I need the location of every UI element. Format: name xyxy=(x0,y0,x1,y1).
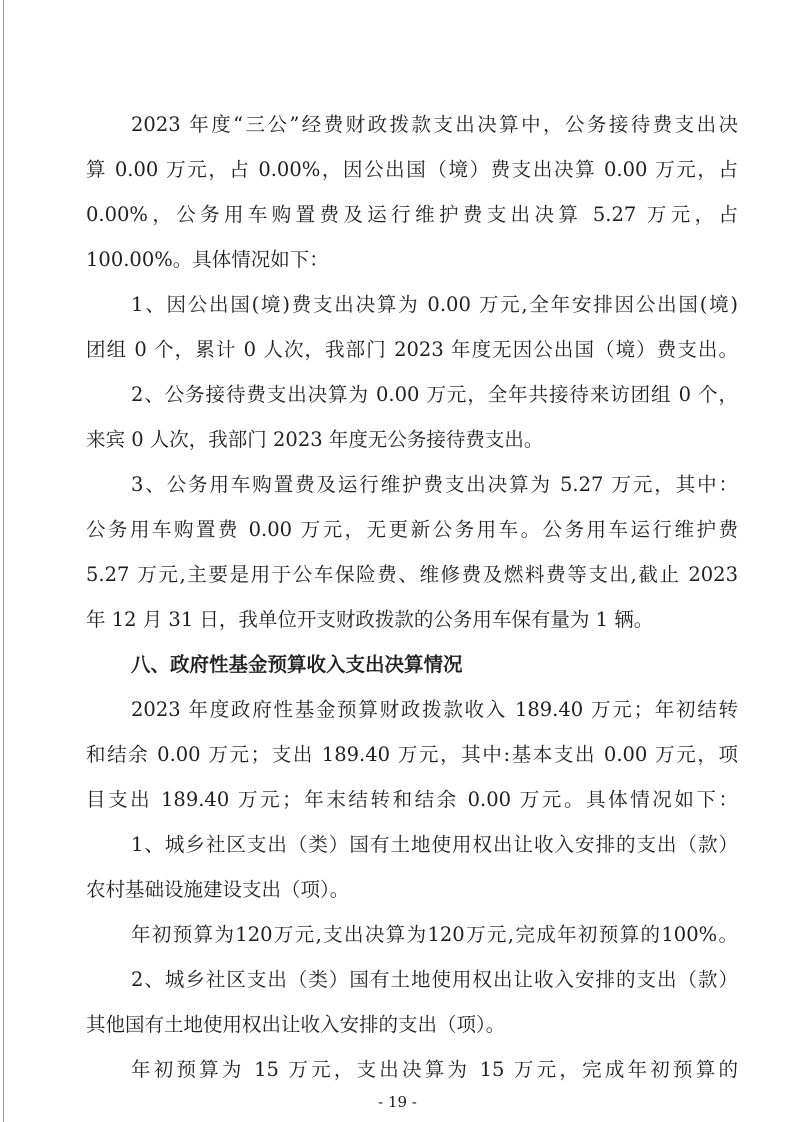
paragraph-line: 团组 0 个，累计 0 人次，我部门 2023 年度无因公出国（境）费支出。 xyxy=(86,338,738,361)
page-number: - 19 - xyxy=(378,1093,417,1111)
paragraph-line: 算 0.00 万元，占 0.00%，因公出国（境）费支出决算 0.00 万元，占 xyxy=(86,158,738,181)
paragraph-line: 年初预算为120万元,支出决算为120万元,完成年初预算的100%。 xyxy=(131,923,738,946)
paragraph-line: 来宾 0 人次，我部门 2023 年度无公务接待费支出。 xyxy=(86,428,544,451)
paragraph-line: 2、公务接待费支出决算为 0.00 万元，全年共接待来访团组 0 个， xyxy=(131,383,738,406)
paragraph-line: 公务用车购置费 0.00 万元，无更新公务用车。公务用车运行维护费 xyxy=(86,518,738,541)
paragraph-line: 100.00%。具体情况如下： xyxy=(86,248,329,271)
paragraph-line: 其他国有土地使用权出让收入安排的支出（项）。 xyxy=(86,1013,506,1036)
section-heading: 八、政府性基金预算收入支出决算情况 xyxy=(131,653,463,676)
paragraph-line: 3、公务用车购置费及运行维护费支出决算为 5.27 万元，其中： xyxy=(131,473,738,496)
paragraph-line: 1、城乡社区支出（类）国有土地使用权出让收入安排的支出（款） xyxy=(131,833,738,856)
paragraph-line: 年初预算为 15 万元，支出决算为 15 万元，完成年初预算的 xyxy=(131,1058,738,1081)
paragraph-line: 2023 年度“三公”经费财政拨款支出决算中，公务接待费支出决 xyxy=(131,113,738,136)
paragraph-line: 年 12 月 31 日，我单位开支财政拨款的公务用车保有量为 1 辆。 xyxy=(86,608,654,631)
paragraph-line: 2、城乡社区支出（类）国有土地使用权出让收入安排的支出（款） xyxy=(131,968,738,991)
paragraph-line: 和结余 0.00 万元；支出 189.40 万元，其中:基本支出 0.00 万元，项 xyxy=(86,743,738,766)
paragraph-line: 目支出 189.40 万元；年末结转和结余 0.00 万元。具体情况如下： xyxy=(86,788,738,811)
paragraph-line: 1、因公出国(境)费支出决算为 0.00 万元,全年安排因公出国(境) xyxy=(131,293,738,316)
paragraph-line: 2023 年度政府性基金预算财政拨款收入 189.40 万元；年初结转 xyxy=(131,698,738,721)
paragraph-line: 农村基础设施建设支出（项）。 xyxy=(86,878,350,901)
scan-edge-line xyxy=(3,0,4,1122)
paragraph-line: 5.27 万元,主要是用于公车保险费、维修费及燃料费等支出,截止 2023 xyxy=(86,563,738,586)
paragraph-line: 0.00%，公务用车购置费及运行维护费支出决算 5.27 万元，占 xyxy=(86,203,738,226)
